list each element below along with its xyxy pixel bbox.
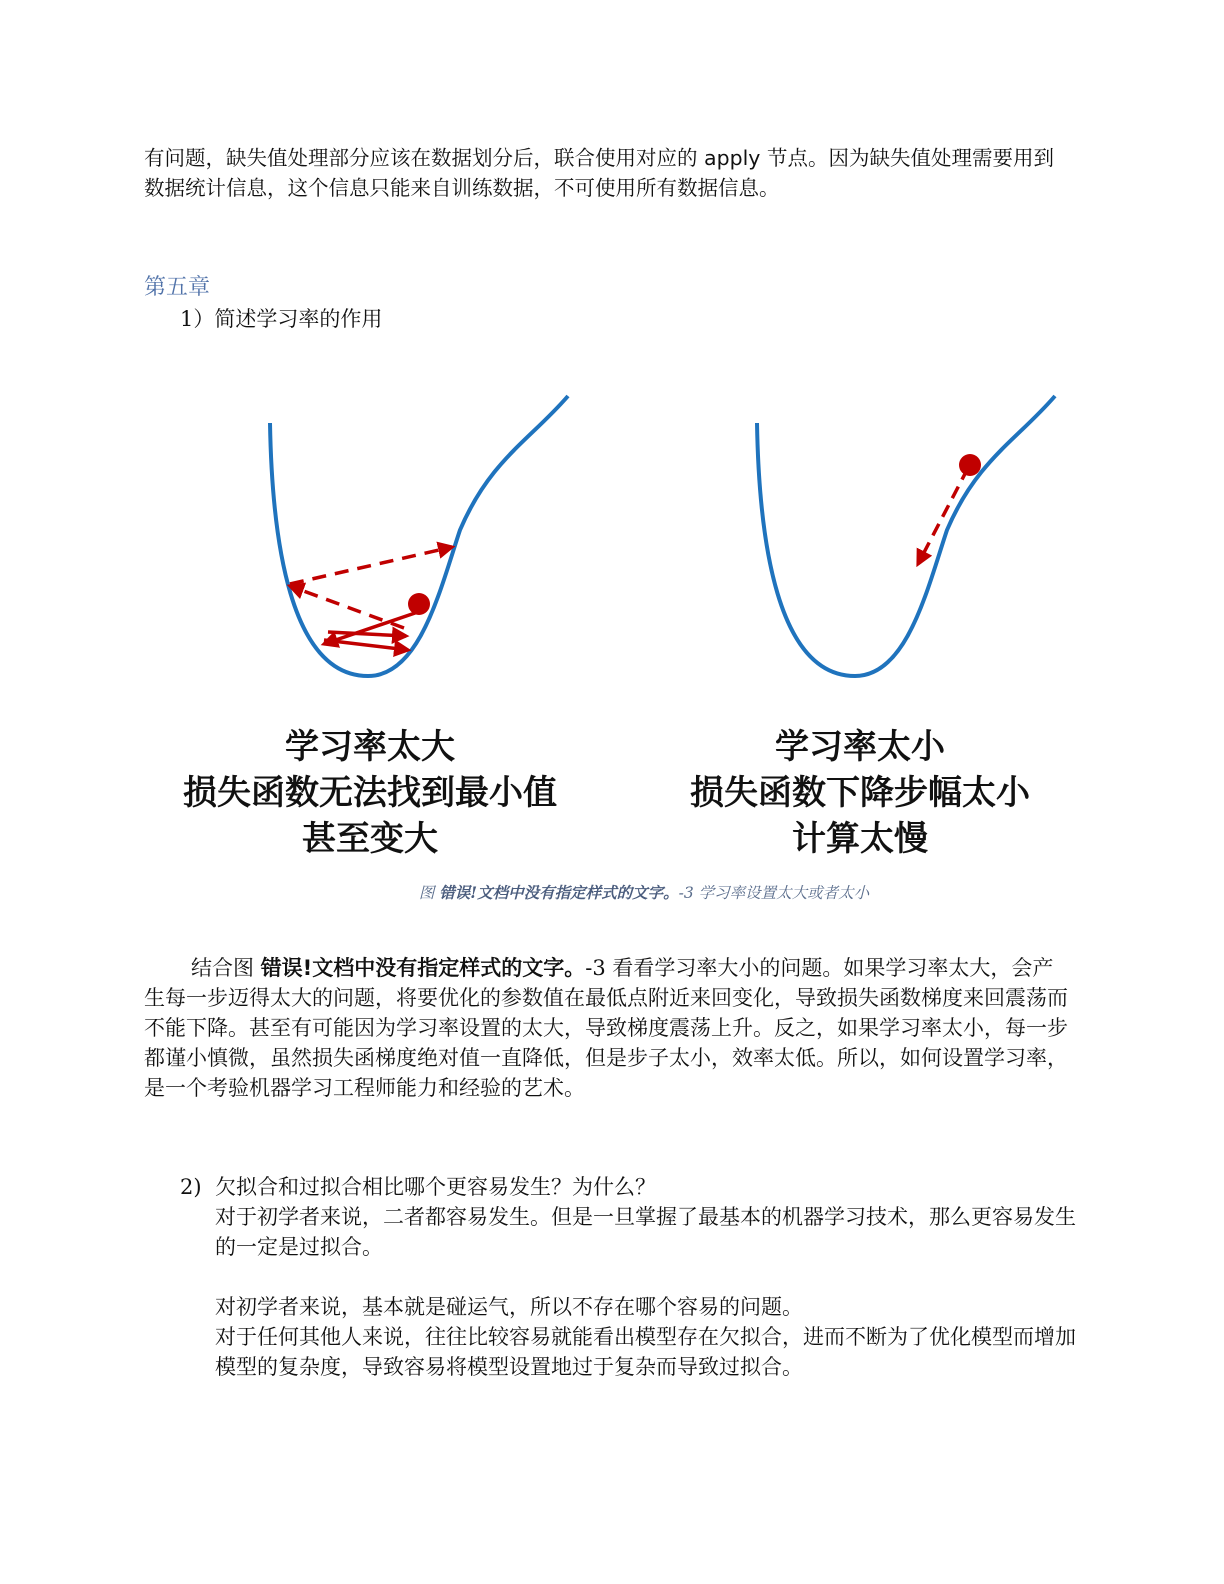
- step-arrow-3: [328, 632, 406, 636]
- chapter-heading: 第五章: [144, 275, 211, 300]
- question-1: 1）简述学习率的作用: [180, 307, 383, 331]
- figure-caption: [144, 881, 1144, 903]
- figure-label-right: [640, 724, 1080, 862]
- label-right-line: 计算太慢: [792, 819, 928, 859]
- label-left-line: 甚至变大: [302, 819, 438, 859]
- question-2-text: 欠拟合和过拟合相比哪个更容易发生？为什么？: [215, 1175, 656, 1199]
- label-right-line: 学习率太小: [775, 727, 945, 767]
- body-paragraph: [144, 953, 1074, 1103]
- ball-right: [959, 454, 981, 476]
- loss-curve-left: [270, 396, 568, 676]
- loss-curve-right: [757, 396, 1055, 676]
- step-arrow-2: [324, 640, 408, 650]
- step-arrow-5: [290, 547, 452, 584]
- caption-error: 错误!文档中没有指定样式的文字。: [439, 883, 679, 902]
- label-left-line: 损失函数无法找到最小值: [183, 773, 557, 813]
- answer-paragraph: 对于初学者来说，二者都容易发生。但是一旦掌握了最基本的机器学习技术，那么更容易发生的一定是过拟合。: [215, 1205, 1076, 1259]
- caption-prefix: 图: [418, 884, 440, 902]
- ball-left: [408, 593, 430, 615]
- figure-label-left: [140, 724, 600, 862]
- answer-paragraph: 对于任何其他人来说，往往比较容易就能看出模型存在欠拟合，进而不断为了优化模型而增加模型的复杂度，导致容易将模型设置地过于复杂而导致过拟合。: [215, 1325, 1076, 1379]
- body-start: 结合图: [191, 956, 261, 980]
- label-left-line: 学习率太大: [285, 727, 455, 767]
- label-right-line: 损失函数下降步幅太小: [690, 773, 1030, 813]
- spacer: [180, 1262, 1080, 1292]
- small-step-arrow: [918, 468, 968, 564]
- question-2-number: 2): [180, 1175, 202, 1199]
- answer-paragraph: 对初学者来说，基本就是碰运气，所以不存在哪个容易的问题。: [215, 1295, 803, 1319]
- intro-paragraph: 有问题，缺失值处理部分应该在数据划分后，联合使用对应的 apply 节点。因为缺失值处理需要用到数据统计信息，这个信息只能来自训练数据，不可使用所有数据信息。: [144, 146, 1054, 200]
- question-2: [180, 1172, 1080, 1202]
- body-rest: -3 看看学习率大小的问题。如果学习率太大，会产生每一步迈得太大的问题，将要优化的参数值在最低点附近来回变化，导致损失函数梯度来回震荡而不能下降。甚至有可能因为学习率设置的太大，导致梯度震荡上升。反之，如果学习率太小，每一步都谨小慎微，虽然损失函梯度绝对值一直降低，但是步子太小，效率太低。所以，如何设置学习率，是一个考验机器学习工程师能力和经验的艺术。: [144, 956, 1068, 1100]
- body-error-ref: 错误!文档中没有指定样式的文字。: [260, 956, 586, 980]
- caption-suffix: -3 学习率设置太大或者太小: [678, 884, 870, 902]
- question-2-block: [180, 1172, 1080, 1382]
